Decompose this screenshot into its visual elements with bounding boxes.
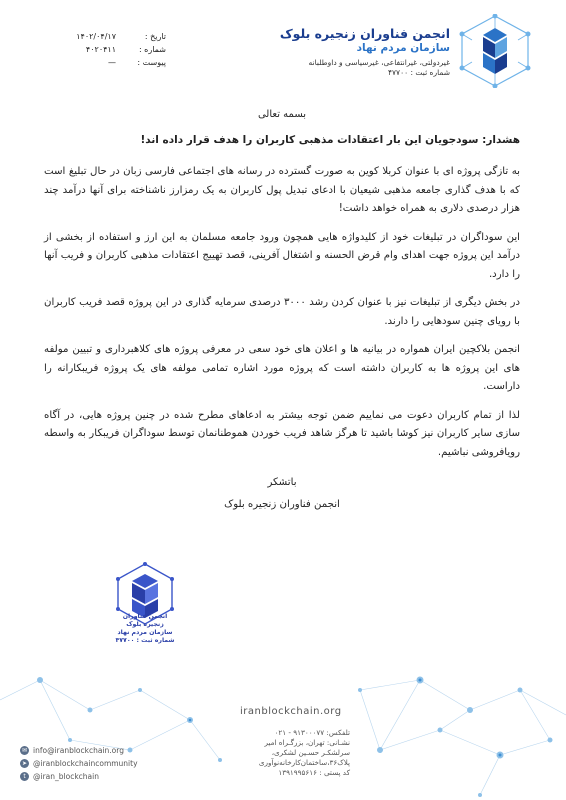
twitter-icon: t [20,772,29,781]
stamp-line: سازمان مردم نهاد [117,629,173,636]
official-stamp-icon [100,560,190,660]
social-telegram[interactable] [20,757,220,770]
letter-body [44,106,520,516]
paragraph: انجمن بلاکچین ایران همواره در بیانیه ها و اعلان های خود سعی در معرفی پروژه های کلاهبرداری و تبیین مولفه های این پروژه ها به کاربران داشته است که پروژه مورد اشاره تمامی مولفه های یک پروژه فریبکارانه را داراست. [44,344,520,392]
date-label: تاریخ : [144,32,166,41]
stamp-text [112,613,178,645]
signature: انجمن فناوران زنجیره بلوک [224,499,340,510]
contact-address: نشـانی: تهران، بزرگـراه امیر [264,738,350,747]
meta-number-row [46,43,166,56]
date-value: ۱۴۰۲/۰۴/۱۷ [76,32,116,41]
closing-thanks: باتشکر [267,477,297,488]
contact-info [238,728,350,778]
contact-address: سرلشکـر حسـین لشکری، [271,748,350,757]
paragraph: در بخش دیگری از تبلیغات نیز با عنوان کردن رشد ۳۰۰۰ درصدی سرمایه گذاری در این پروژه قصد فریب کاربران با رویای چنین سودهایی را دارند. [44,297,520,327]
attachment-value: — [108,58,116,67]
paragraph: این سوداگران در تبلیغات خود از کلیدواژه هایی همچون ورود جامعه مسلمان به این ارز و استفاده از بخشی از درآمد این پروژه جهت اهدای وام قرض الحسنه و اشتغال آفرینی، قصد تهییج اعتقادات مذهبی کاربران و فریب آنها را دارد. [44,231,520,280]
social-text: @iranblockchaincommunity [33,759,138,768]
letter-meta [46,30,166,69]
meta-date-row [46,30,166,43]
closing-block [44,472,520,516]
social-text: @iran_blockchain [33,772,99,781]
contact-phone: تلفکس: ۹۱۳۰۰۰۷۷ - ۰۲۱ [274,728,350,737]
social-email[interactable] [20,744,220,757]
bismillah-heading: بسمه تعالی [257,109,307,120]
stamp-line: انجمن فناوران زنجیره بلوک [122,613,168,628]
email-icon: ✉ [21,747,28,754]
warning-title: هشدار: سودجویان این بار اعتقادات مذهبی کاربران را هدف قرار داده اند! [140,133,520,146]
org-description: غیردولتی، غیرانتفاعی، غیرسیاسی و داوطلبانه [308,58,450,67]
stamp-line: شماره ثبت : ۴۷۷۰۰ [115,637,175,644]
website-link[interactable]: iranblockchain.org [240,706,342,717]
paragraph: لذا از تمام کاربران دعوت می نماییم ضمن توجه بیشتر به ادعاهای مطرح شده در چنین پروژه هایی، در آگاه سازی سایر کاربران نیز کوشا باشید تا هرگز شاهد فریب خوردن هموطنانمان توسط سوداگران فریبکار به واسطه رویافروشی نباشیم. [44,409,520,458]
attachment-label: پیوست : [137,58,166,67]
telegram-icon: ➤ [21,760,28,767]
meta-attachment-row [46,56,166,69]
contact-postal: کد پستی : ۱۳۹۱۹۹۵۶۱۶ [278,768,350,777]
org-subtitle: سازمان مردم نهاد [356,42,450,54]
number-label: شماره : [138,45,166,54]
org-name: انجمن فناوران زنجیره بلوک [279,26,450,41]
paragraph: به تازگی پروژه ای با عنوان کربلا کوین به صورت گسترده در رسانه های اجتماعی فارسی زبان در حال تبلیغ است که با هدف گذاری جامعه مذهبی شیعیان با ادعای تبدیل پول کاربران به یک رمزارز ناشناخته برای آنها درآمد چند هزار درصدی دلاری به همراه خواهد داشت! [44,166,520,214]
blockchain-logo-icon [458,14,532,88]
org-registration: شماره ثبت : ۴۷۷۰۰ [387,68,450,77]
social-twitter[interactable] [20,770,220,783]
social-links [20,744,220,783]
number-value: ۴۰۲۰۴۱۱ [85,45,116,54]
contact-address: پلاک۳۶،ساختمان‌کارخانه‌نوآوری [258,758,350,767]
org-header [250,26,450,78]
social-text: info@iranblockchain.org [33,746,124,755]
